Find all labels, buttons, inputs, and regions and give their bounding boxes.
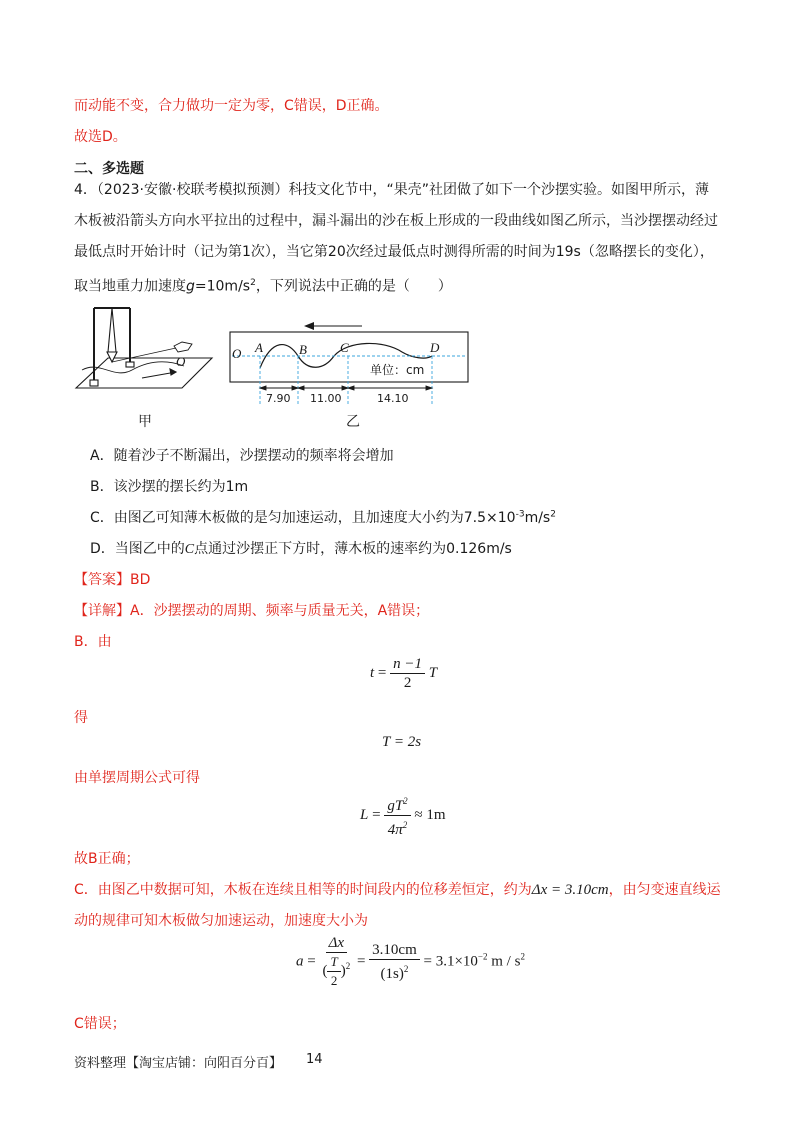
prev-line-1: 而动能不变，合力做功一定为零，C错误，D正确。 <box>74 98 389 114</box>
detail-b-right: 故B正确； <box>74 851 140 867</box>
question-line-2: 木板被沿箭头方向水平拉出的过程中，漏斗漏出的沙在板上形成的一段曲线如图乙所示，当沙摆摆动经过 <box>74 213 718 229</box>
label-A: A <box>255 340 263 355</box>
equation-2: T = 2s <box>382 734 422 750</box>
detail-c-line-2: 动的规律可知木板做匀加速运动，加速度大小为 <box>74 913 368 929</box>
option-b: B．该沙摆的摆长约为1m <box>90 479 249 495</box>
unit-label: 单位：cm <box>370 363 425 377</box>
distance-2: 11.00 <box>310 392 342 405</box>
equation-1: t = $\frac{n -1}{2}$ T <box>370 656 438 691</box>
single-pendulum-text: 由单摆周期公式可得 <box>74 770 200 786</box>
question-line-1: 4．（2023·安徽·校联考模拟预测）科技文化节中，“果壳”社团做了如下一个沙摆实验。如图甲所示，薄 <box>74 182 709 198</box>
prev-line-2: 故选D。 <box>74 129 127 145</box>
detail-a: 【详解】A．沙摆摆动的周期、频率与质量无关，A错误； <box>74 603 430 619</box>
arrow-left-icon <box>304 322 314 330</box>
distance-3: 14.10 <box>377 392 409 405</box>
distance-1: 7.90 <box>266 392 291 405</box>
answer: 【答案】BD <box>74 572 151 588</box>
sand-pendulum-figure <box>72 300 472 435</box>
page-number: 14 <box>306 1052 323 1067</box>
de-text: 得 <box>74 710 88 726</box>
question-line-3: 最低点时开始计时（记为第1次），当它第20次经过最低点时测得所需的时间为19s（忽略摆长的变化）， <box>74 244 714 260</box>
label-jia: 甲 <box>138 414 152 430</box>
detail-c-line-1: C．由图乙中数据可知，木板在连续且相等的时间段内的位移差恒定，约为Δx = 3.10cm，由匀变速直线运 <box>74 882 721 898</box>
question-line-4: 取当地重力加速度$g=10m/s^2$，下列说法中正确的是（ ） <box>74 278 452 295</box>
option-c: C．由图乙可知薄木板做的是匀加速运动，且加速度大小约为$7.5\times 10^{-3}m/s^2$ <box>90 509 556 526</box>
label-B: B <box>299 342 307 357</box>
label-C: C <box>340 340 349 355</box>
label-O-jia: O <box>176 354 186 369</box>
detail-c-wrong: C错误； <box>74 1016 126 1032</box>
equation-3: L = $\frac{gT^2}{4\pi^2}$ ≈ 1m <box>360 792 446 839</box>
question-source: （2023·安徽·校联考模拟预测） <box>96 182 289 198</box>
footer-source: 资料整理【淘宝店铺：向阳百分百】 <box>74 1056 283 1071</box>
equation-4: a = Δx ( $\frac{T}{2}$ )$^2$ = $\frac{3.10cm}{(1s)^2}$ = $3.1\times 10^{-2}$ m / $s^2$ <box>296 935 525 989</box>
detail-b-intro: B．由 <box>74 634 112 650</box>
label-O: O <box>232 346 242 361</box>
question-number: 4． <box>74 182 97 198</box>
section-title: 二、多选题 <box>74 161 144 177</box>
option-a: A．随着沙子不断漏出，沙摆摆动的频率将会增加 <box>90 448 394 464</box>
option-d: D．当图乙中的C点通过沙摆正下方时，薄木板的速率约为0.126m/s <box>90 541 512 557</box>
label-D: D <box>430 340 440 355</box>
label-yi: 乙 <box>346 414 360 430</box>
apparatus-jia <box>76 308 212 388</box>
